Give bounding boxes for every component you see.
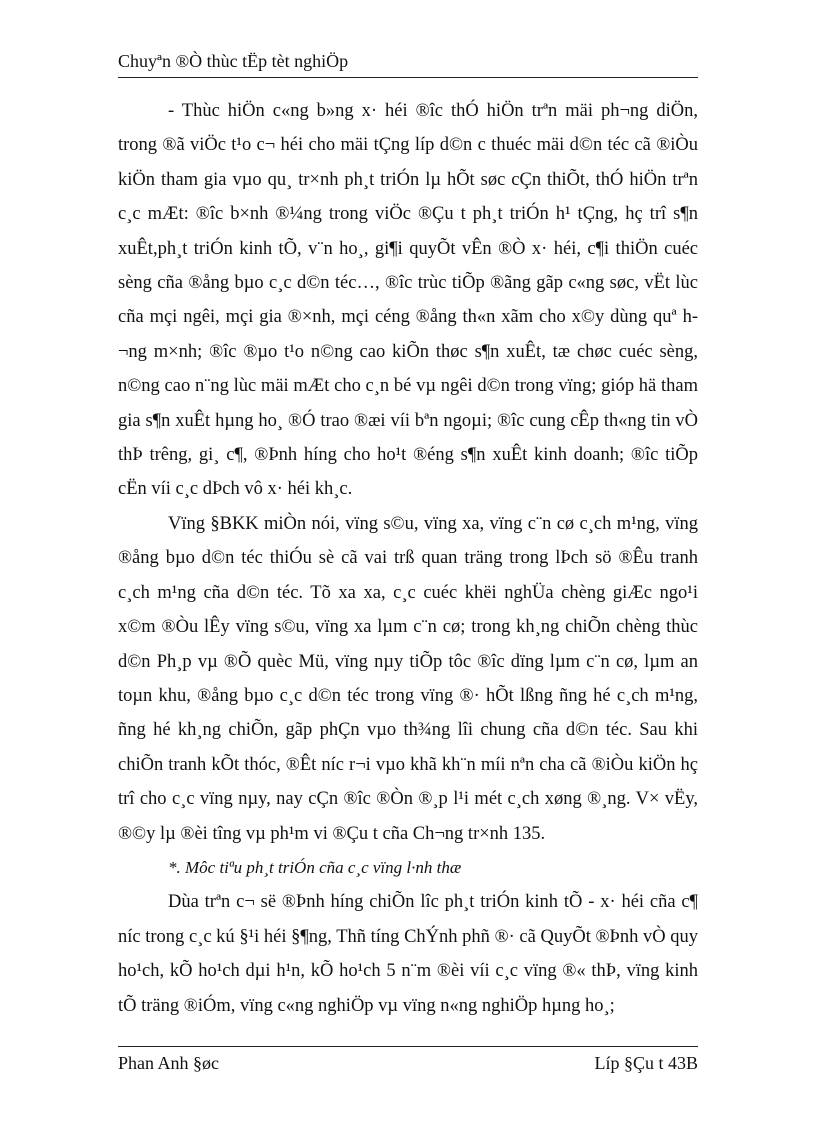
header-divider (118, 77, 698, 78)
page-footer (118, 1050, 698, 1076)
footer-divider (118, 1046, 698, 1047)
body-paragraph-3: Dùa trªn c¬ së ®Þnh híng chiÕn lîc ph¸t triÓn kinh tÕ - x· héi cña c¶ níc trong c¸c kú §¹i héi §¶ng, Thñ tíng ChÝnh phñ ®· cã QuyÕt ®Þnh vÒ quy ho¹ch, kÕ ho¹ch dµi h¹n, kÕ ho¹ch 5 n¨m ®èi víi c¸c vïng ®« thÞ, vïng kinh tÕ träng ®iÓm, vïng c«ng nghiÖp vµ vïng n«ng nghiÖp hµng ho¸; (118, 892, 698, 1016)
body-paragraph-1: - Thùc hiÖn c«ng b»ng x· héi ®îc thÓ hiÖn trªn mäi ph¬ng diÖn, trong ®ã viÖc t¹o c¬ héi cho mäi tÇng líp d©n c thuéc mäi d©n téc cã ®iÒu kiÖn tham gia vµo qu¸ tr×nh ph¸t triÓn lµ hÕt søc cÇn thiÕt, thÓ hiÖn trªn c¸c mÆt: ®îc b×nh ®¼ng trong viÖc ®Çu t ph¸t triÓn h¹ tÇng, hç trî s¶n xuÊt,ph¸t triÓn kinh tÕ, v¨n ho¸, gi¶i quyÕt vÊn ®Ò x· héi, c¶i thiÖn cuéc sèng cña ®ång bµo c¸c d©n téc…, ®îc trùc tiÕp ®ãng gãp c«ng søc, vËt lùc cña mçi ngêi, mçi gia ®×nh, mçi céng ®ång th«n xãm cho x©y dùng quª h¬ng m×nh; ®îc ®µo t¹o n©ng cao kiÕn thøc s¶n xuÊt, tæ chøc cuéc sèng, n©ng cao n¨ng lùc mäi mÆt cho c¸n bé vµ ngêi d©n trong vïng; gióp hä tham gia s¶n xuÊt hµng ho¸ ®Ó trao ®æi víi bªn ngoµi; ®îc cung cÊp th«ng tin vÒ thÞ trêng, gi¸ c¶, ®Þnh híng cho ho¹t ®éng s¶n xuÊt kinh doanh; ®îc tiÕp cËn víi c¸c dÞch vô x· héi kh¸c. (118, 101, 698, 500)
footer-class: Líp §Çu t 43B (594, 1053, 698, 1073)
footer-author: Phan Anh §øc (118, 1053, 219, 1073)
body-paragraph-2: Vïng §BKK miÒn nói, vïng s©u, vïng xa, vïng c¨n cø c¸ch m¹ng, vïng ®ång bµo d©n téc thiÓu sè cã vai trß quan träng trong lÞch sö ®Êu tranh c¸ch m¹ng cña d©n téc. Tõ xa xa, c¸c cuéc khëi nghÜa chèng giÆc ngo¹i x©m ®Òu lÊy vïng s©u, vïng xa lµm c¨n cø; trong kh¸ng chiÕn chèng thùc d©n Ph¸p vµ ®Õ quèc Mü, vïng nµy tiÕp tôc ®îc dïng lµm c¨n cø, lµm an toµn khu, ®ång bµo c¸c d©n téc trong vïng ®· hÕt lßng ñng hé c¸ch m¹ng, ñng hé kh¸ng chiÕn, gãp phÇn vµo th¾ng lîi chung cña d©n téc. Sau khi chiÕn tranh kÕt thóc, ®Êt níc r¬i vµo khã kh¨n míi nªn cha cã ®iÒu kiÖn hç trî cho c¸c vïng nµy, nay cÇn ®îc ®Òn ®¸p l¹i mét c¸ch xøng ®¸ng. V× vËy, ®©y lµ ®èi tîng vµ ph¹m vi ®Çu t cña Ch¬ng tr×nh 135. (118, 513, 698, 844)
section-subheading: *. Môc tiªu ph¸t triÓn cña c¸c vïng l·nh thæ (168, 857, 462, 877)
page-header-title: Chuyªn ®Ò thùc tËp tèt nghiÖp (118, 51, 349, 71)
page-body (118, 94, 698, 1023)
